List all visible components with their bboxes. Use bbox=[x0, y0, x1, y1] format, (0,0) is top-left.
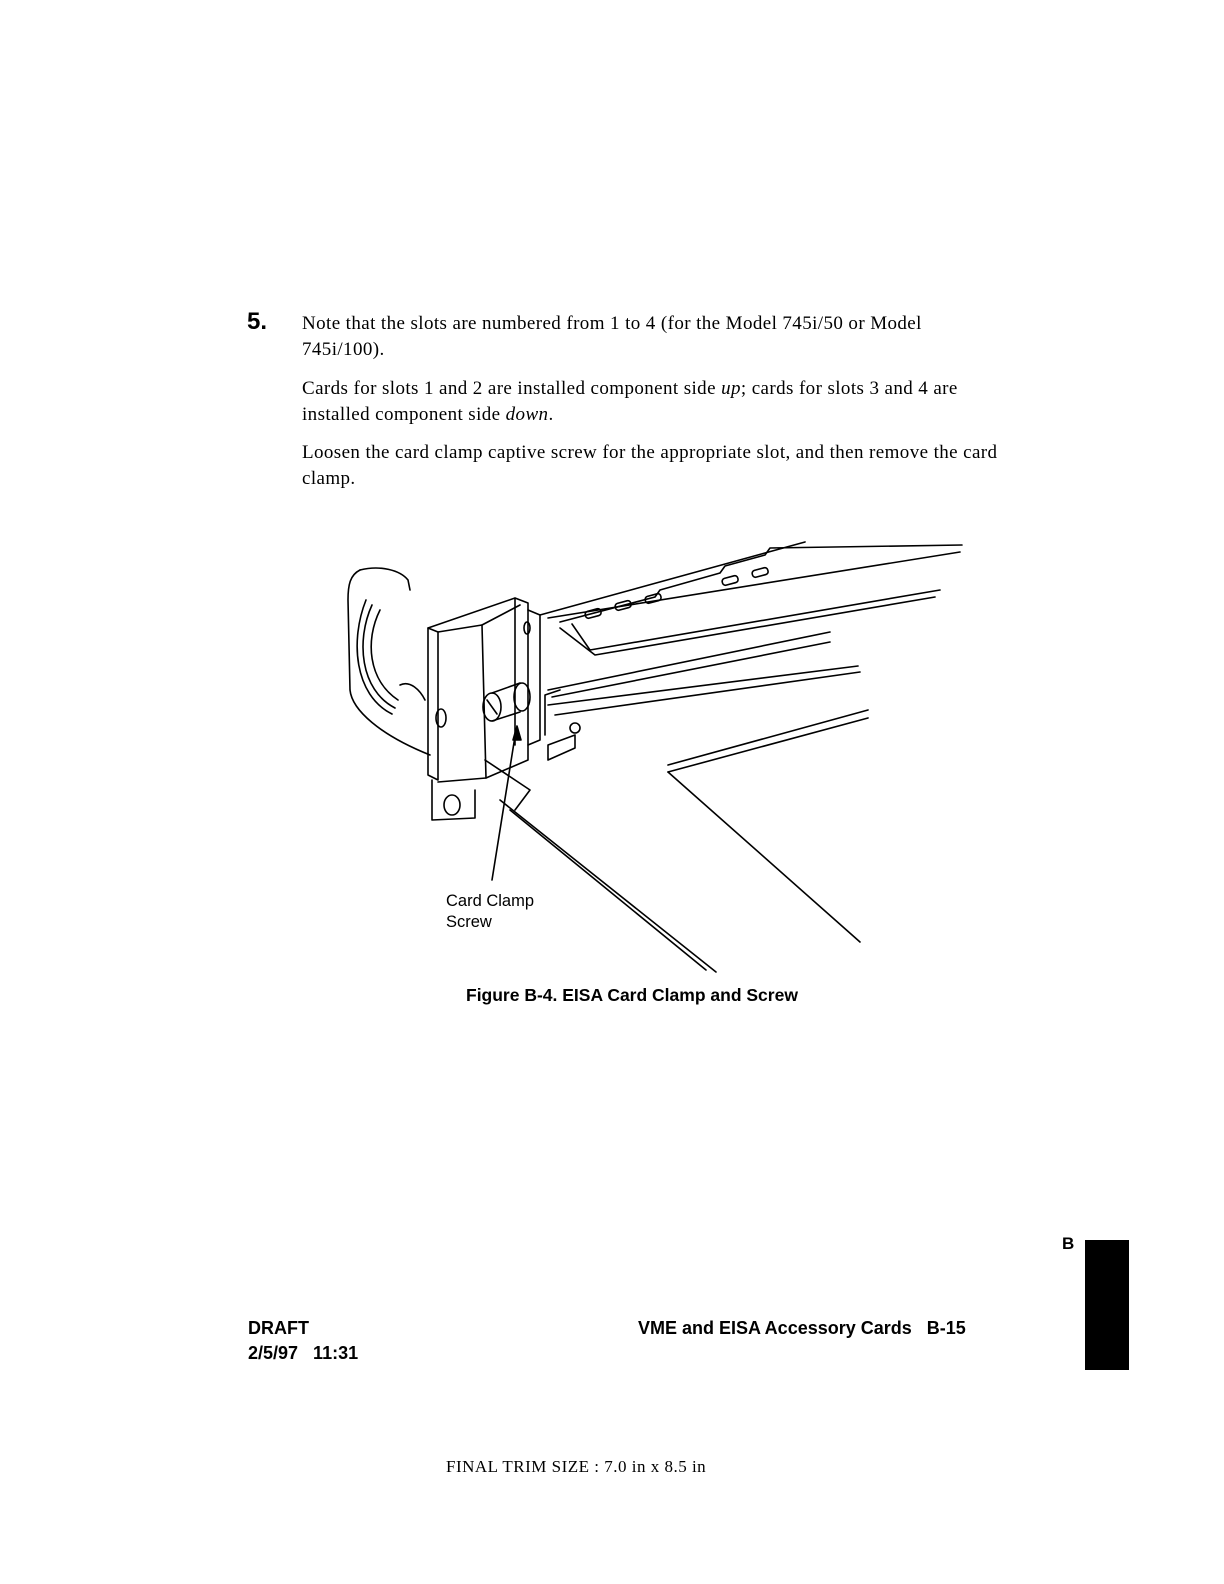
middle-rail bbox=[545, 632, 860, 760]
bracket-plate bbox=[428, 598, 530, 820]
callout-leader bbox=[492, 730, 516, 880]
footer-datetime: 2/5/97 11:31 bbox=[248, 1343, 359, 1363]
step-paragraph-2 bbox=[302, 376, 1002, 428]
captive-screw bbox=[483, 610, 540, 745]
paragraph-2-text-c: . bbox=[548, 404, 554, 425]
paragraph-2-text-a: Cards for slots 1 and 2 are installed component side bbox=[302, 378, 722, 399]
section-tab-letter: B bbox=[1062, 1234, 1075, 1253]
lower-rail bbox=[668, 710, 868, 942]
eisa-card-clamp-illustration bbox=[330, 535, 980, 985]
figure-caption: Figure B-4. EISA Card Clamp and Screw bbox=[466, 985, 798, 1005]
trim-size-note: FINAL TRIM SIZE : 7.0 in x 8.5 in bbox=[446, 1457, 707, 1476]
bracket-handle bbox=[348, 568, 430, 755]
callout-line-1: Card Clamp bbox=[446, 892, 535, 910]
upper-rail bbox=[540, 542, 962, 655]
step-paragraph-1: Note that the slots are numbered from 1 to 4 (for the Model 745i/50 or Model 745i/100). bbox=[302, 313, 922, 360]
figure-callout-label bbox=[446, 891, 534, 933]
callout-line-2: Screw bbox=[446, 913, 492, 931]
emphasis-down: down bbox=[505, 404, 549, 425]
paragraph-2-text-b: ; cards for slots 3 and 4 are installed component side bbox=[302, 378, 958, 425]
step-paragraph-3: Loosen the card clamp captive screw for the appropriate slot, and then remove the card clamp. bbox=[302, 442, 998, 489]
footer-draft-label: DRAFT bbox=[248, 1318, 309, 1338]
footer-section-title: VME and EISA Accessory Cards B-15 bbox=[638, 1318, 966, 1338]
step-number: 5. bbox=[247, 308, 268, 335]
card-edge bbox=[485, 760, 716, 972]
emphasis-up: up bbox=[721, 378, 741, 399]
section-tab-bar bbox=[1085, 1240, 1129, 1370]
